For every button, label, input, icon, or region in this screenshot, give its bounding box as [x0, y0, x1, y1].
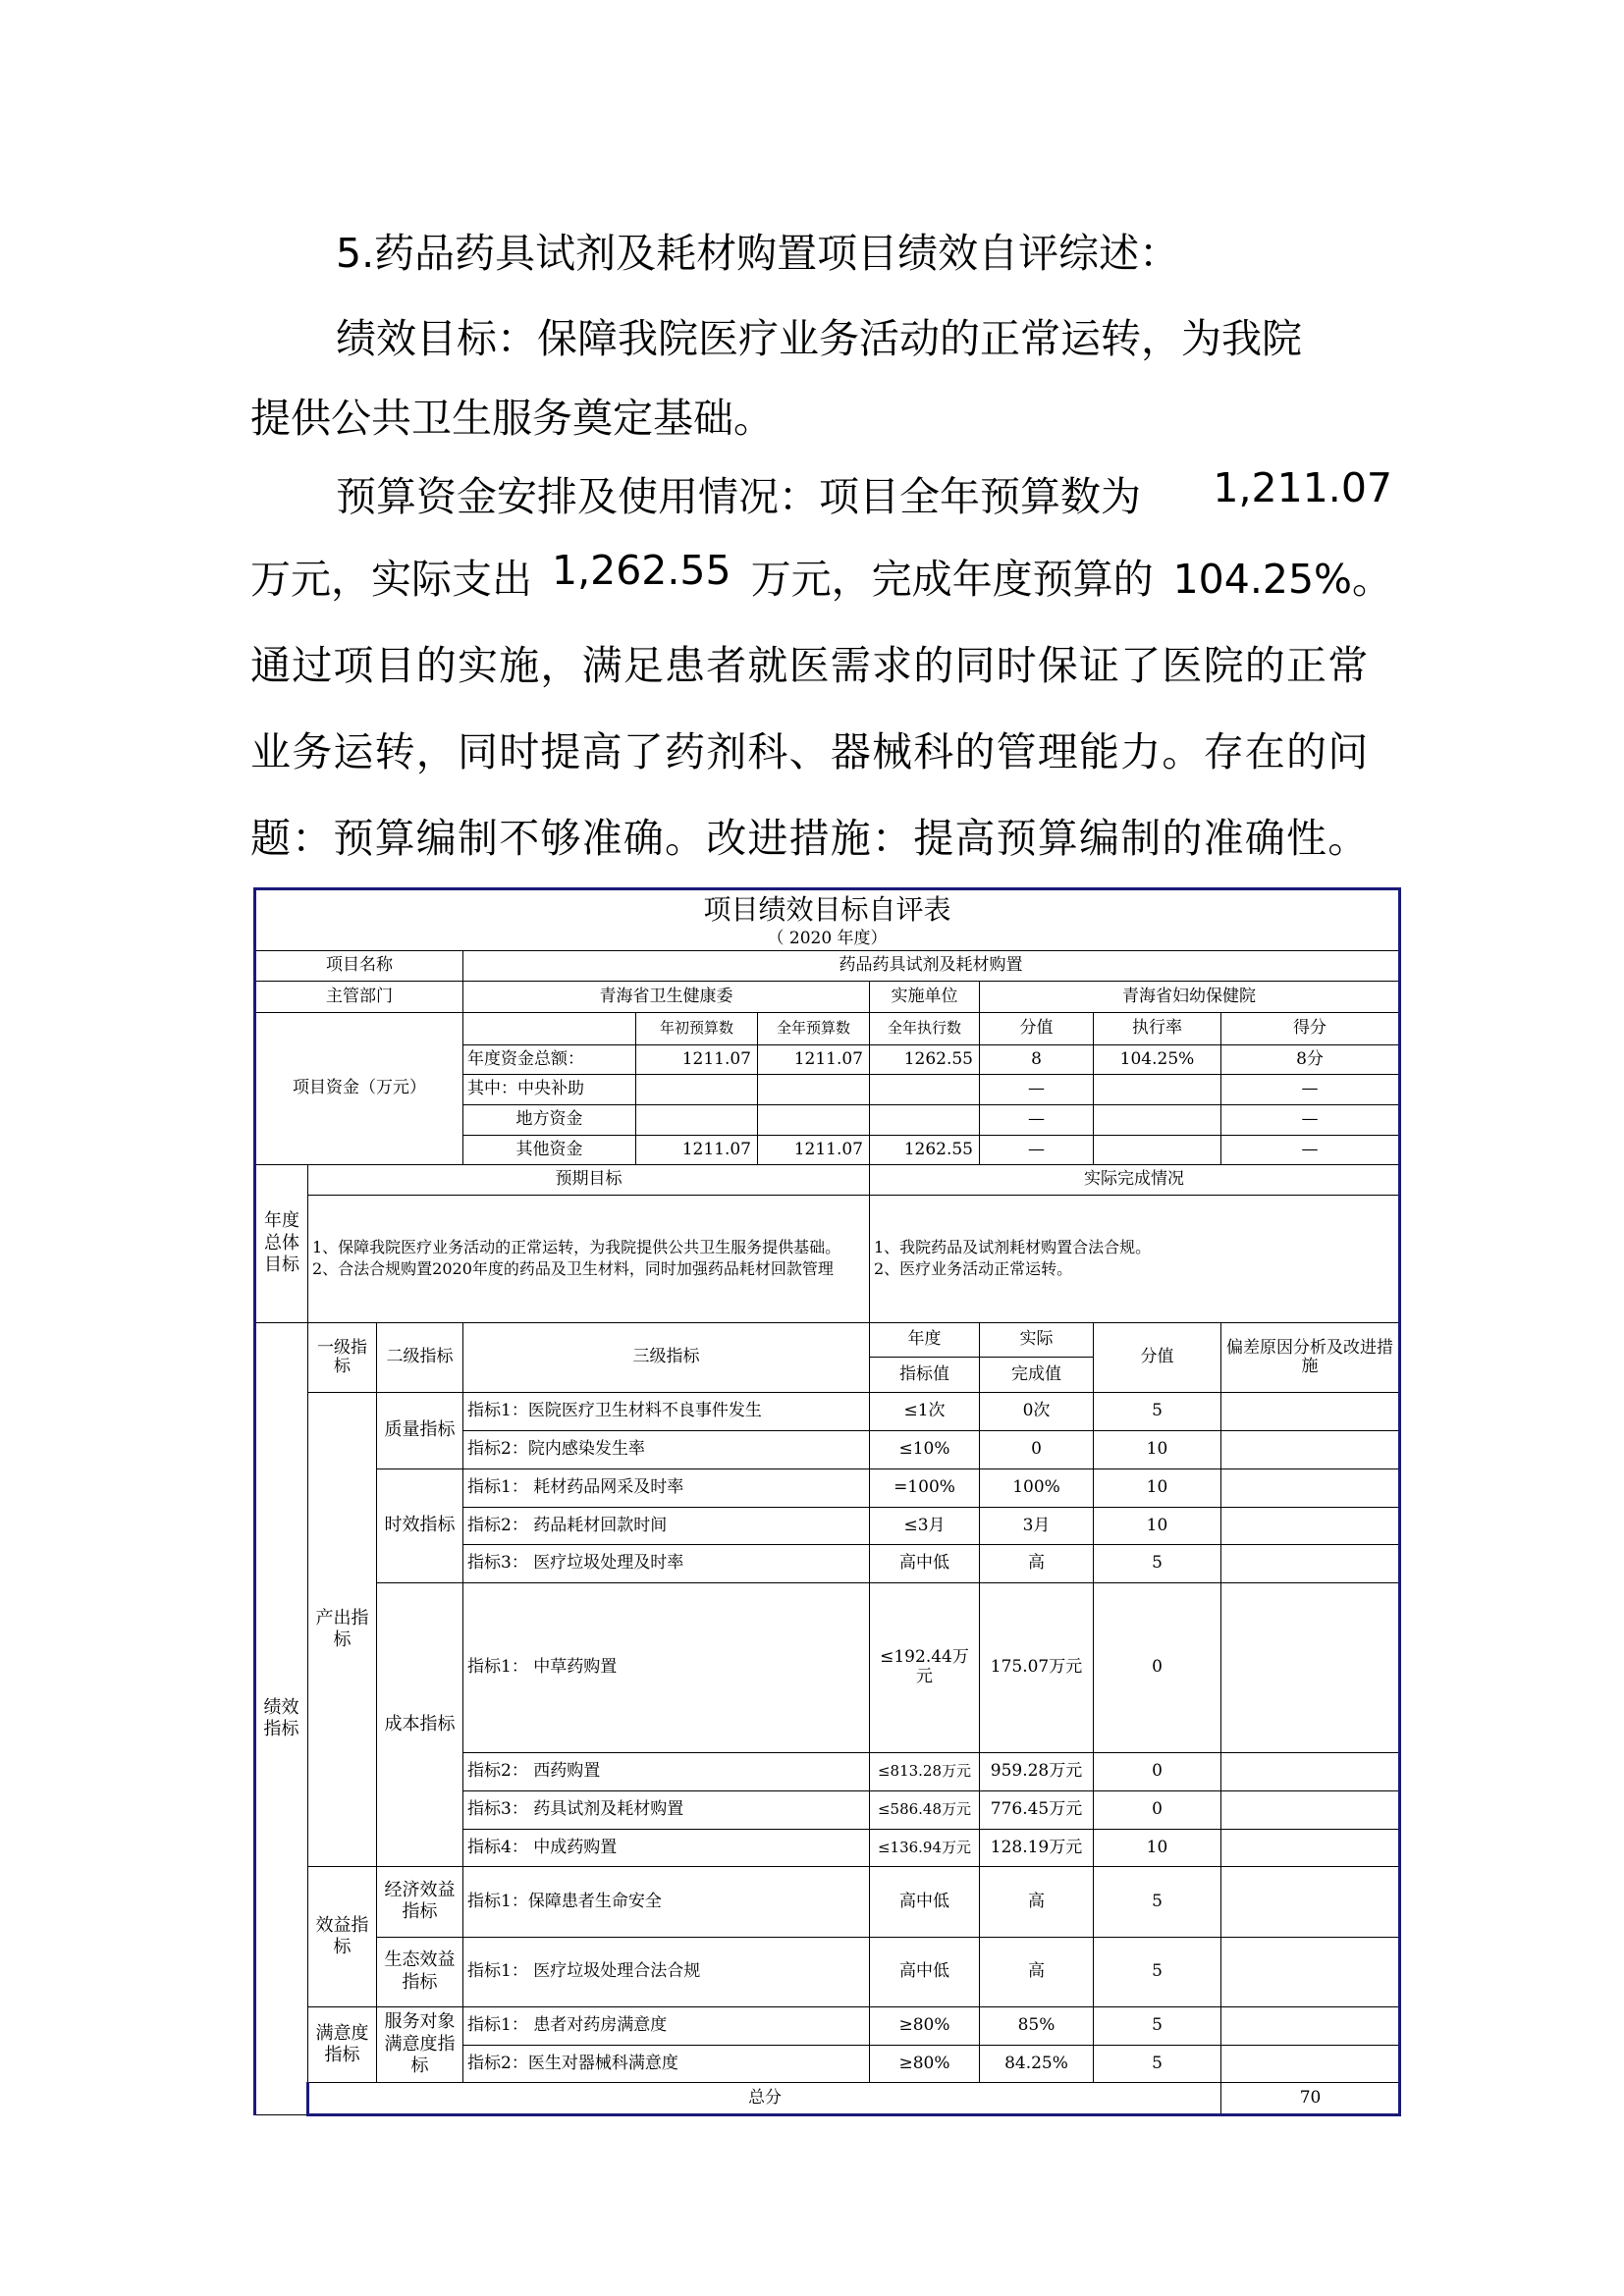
- deviation-header: 偏差原因分析及改进措施: [1221, 1323, 1400, 1393]
- completion-rate: 104.25%。: [1172, 556, 1392, 603]
- indicator-target: ≤192.44万元: [870, 1582, 980, 1752]
- indicator-target: ≤813.28万元: [870, 1753, 980, 1791]
- budget-line-2: [250, 547, 1392, 605]
- indicator-actual: 128.19万元: [980, 1829, 1094, 1867]
- benefit-indicator-label: 效益指标: [308, 1867, 377, 2007]
- indicator-actual: 0: [980, 1431, 1094, 1469]
- indicator-actual: 776.45万元: [980, 1790, 1094, 1829]
- indicator-actual: 84.25%: [980, 2045, 1094, 2083]
- funds-header-score: 得分: [1221, 1013, 1400, 1045]
- dept-value: 青海省卫生健康委: [463, 981, 870, 1013]
- indicator-deviation: [1221, 1867, 1400, 1937]
- indicator-deviation: [1221, 1582, 1400, 1752]
- timeliness-indicator-label: 时效指标: [377, 1468, 463, 1582]
- overall-goal-label: 年度总体目标: [255, 1165, 308, 1323]
- fund-executed: [870, 1075, 980, 1105]
- table-title: 项目绩效目标自评表: [255, 889, 1400, 930]
- body-line-4: 业务运转，同时提高了药剂科、器械科的管理能力。存在的问: [250, 728, 1370, 775]
- indicator-deviation: [1221, 1393, 1400, 1431]
- goal-line-2: 提供公共卫生服务奠定基础。: [250, 395, 774, 442]
- level2-header: 二级指标: [377, 1323, 463, 1393]
- indicator-deviation: [1221, 1507, 1400, 1545]
- performance-table: [253, 887, 1401, 2116]
- expected-goal-header: 预期目标: [308, 1165, 870, 1196]
- total-label: 总分: [308, 2083, 1221, 2115]
- body-line-5: 题：预算编制不够准确。改进措施：提高预算编制的准确性。: [250, 815, 1370, 862]
- indicator-target: ≤136.94万元: [870, 1829, 980, 1867]
- target-header-bottom: 指标值: [870, 1357, 980, 1393]
- indicator-deviation: [1221, 1431, 1400, 1469]
- ecological-benefit-label: 生态效益指标: [377, 1937, 463, 2006]
- fund-score-value: —: [980, 1105, 1094, 1136]
- quality-indicator-label: 质量指标: [377, 1393, 463, 1468]
- indicator-name: 指标2：医生对器械科满意度: [463, 2045, 870, 2083]
- funds-header-initial: 年初预算数: [636, 1013, 758, 1045]
- indicator-actual: 0次: [980, 1393, 1094, 1431]
- fund-annual: 1211.07: [758, 1044, 870, 1075]
- fund-row-label: 地方资金: [463, 1105, 636, 1136]
- indicator-score: 10: [1094, 1507, 1221, 1545]
- expected-goal-item: 2、合法合规购置2020年度的药品及卫生材料，同时加强药品耗材回款管理: [312, 1259, 834, 1279]
- goal-line-1: 绩效目标：保障我院医疗业务活动的正常运转，为我院: [336, 315, 1302, 362]
- expected-goal-item: 1、保障我院医疗业务活动的正常运转，为我院提供公共卫生服务提供基础。: [312, 1238, 841, 1257]
- fund-score: —: [1221, 1135, 1400, 1165]
- indicator-deviation: [1221, 1753, 1400, 1791]
- cost-indicator-label: 成本指标: [377, 1582, 463, 1866]
- indicator-target: ≤586.48万元: [870, 1790, 980, 1829]
- indicator-name: 指标2： 药品耗材回款时间: [463, 1507, 870, 1545]
- fund-initial: [636, 1075, 758, 1105]
- indicator-target: ≤3月: [870, 1507, 980, 1545]
- indicator-name: 指标1： 耗材药品网采及时率: [463, 1468, 870, 1507]
- service-satisfaction-label: 服务对象满意度指标: [377, 2006, 463, 2082]
- indicator-actual: 高: [980, 1867, 1094, 1937]
- indicator-name: 指标1：医院医疗卫生材料不良事件发生: [463, 1393, 870, 1431]
- indicator-score: 5: [1094, 1545, 1221, 1583]
- funds-header-rate: 执行率: [1094, 1013, 1221, 1045]
- indicator-score: 5: [1094, 1937, 1221, 2006]
- indicator-target: 高中低: [870, 1545, 980, 1583]
- indicator-name: 指标3： 医疗垃圾处理及时率: [463, 1545, 870, 1583]
- fund-rate: 104.25%: [1094, 1044, 1221, 1075]
- indicator-score: 5: [1094, 1867, 1221, 1937]
- fund-score-value: 8: [980, 1044, 1094, 1075]
- indicator-actual: 高: [980, 1937, 1094, 2006]
- actual-goal-item: 1、我院药品及试剂耗材购置合法合规。: [874, 1238, 1152, 1257]
- funds-header-annual: 全年预算数: [758, 1013, 870, 1045]
- actual-header-bottom: 完成值: [980, 1357, 1094, 1393]
- indicator-deviation: [1221, 2045, 1400, 2083]
- indicator-name: 指标1： 医疗垃圾处理合法合规: [463, 1937, 870, 2006]
- indicator-name: 指标3： 药具试剂及耗材购置: [463, 1790, 870, 1829]
- budget-line-1: [336, 464, 1392, 522]
- output-indicator-label: 产出指标: [308, 1393, 377, 1867]
- fund-rate: [1094, 1105, 1221, 1136]
- fund-initial: 1211.07: [636, 1135, 758, 1165]
- section-heading: 5.药品药具试剂及耗材购置项目绩效自评综述：: [336, 230, 1180, 277]
- impl-label: 实施单位: [870, 981, 980, 1013]
- indicator-target: ≥80%: [870, 2006, 980, 2045]
- fund-row-label: 年度资金总额：: [463, 1044, 636, 1075]
- total-score: 70: [1221, 2083, 1400, 2115]
- indicator-actual: 959.28万元: [980, 1753, 1094, 1791]
- fund-executed: 1262.55: [870, 1044, 980, 1075]
- table-year: （ 2020 年度）: [255, 929, 1400, 950]
- indicator-name: 指标1： 患者对药房满意度: [463, 2006, 870, 2045]
- indicator-actual: 3月: [980, 1507, 1094, 1545]
- body-line-3: 通过项目的实施，满足患者就医需求的同时保证了医院的正常: [250, 642, 1370, 689]
- indicator-target: 高中低: [870, 1867, 980, 1937]
- fund-rate: [1094, 1075, 1221, 1105]
- indicator-target: ≤1次: [870, 1393, 980, 1431]
- impl-value: 青海省妇幼保健院: [980, 981, 1400, 1013]
- indicator-score: 5: [1094, 2006, 1221, 2045]
- level1-header: 一级指标: [308, 1323, 377, 1393]
- actual-header-top: 实际: [980, 1323, 1094, 1358]
- target-header-top: 年度: [870, 1323, 980, 1358]
- budget-text-2a: 万元，实际支出: [250, 556, 532, 603]
- funds-header-blank: [463, 1013, 636, 1045]
- actual-goal-item: 2、医疗业务活动正常运转。: [874, 1259, 1073, 1279]
- actual-spend: 1,262.55: [552, 547, 731, 594]
- fund-row-label: 其他资金: [463, 1135, 636, 1165]
- indicator-score: 0: [1094, 1753, 1221, 1791]
- indicator-actual: 100%: [980, 1468, 1094, 1507]
- indicator-target: =100%: [870, 1468, 980, 1507]
- indicator-actual: 175.07万元: [980, 1582, 1094, 1752]
- fund-executed: 1262.55: [870, 1135, 980, 1165]
- fund-score: —: [1221, 1105, 1400, 1136]
- economic-benefit-label: 经济效益指标: [377, 1867, 463, 1937]
- fund-score-value: —: [980, 1075, 1094, 1105]
- actual-goal-header: 实际完成情况: [870, 1165, 1400, 1196]
- fund-row-label: 其中：中央补助: [463, 1075, 636, 1105]
- fund-initial: [636, 1105, 758, 1136]
- indicator-deviation: [1221, 1829, 1400, 1867]
- indicator-target: ≥80%: [870, 2045, 980, 2083]
- actual-goals: [870, 1195, 1400, 1322]
- indicator-name: 指标2：院内感染发生率: [463, 1431, 870, 1469]
- budget-amount: 1,211.07: [1213, 464, 1392, 511]
- indicator-score: 5: [1094, 1393, 1221, 1431]
- funds-header-executed: 全年执行数: [870, 1013, 980, 1045]
- fund-annual: [758, 1075, 870, 1105]
- indicator-actual: 85%: [980, 2006, 1094, 2045]
- indicators-label: 绩效指标: [255, 1323, 308, 2115]
- dept-label: 主管部门: [255, 981, 463, 1013]
- indicator-deviation: [1221, 1790, 1400, 1829]
- indicator-name: 指标2： 西药购置: [463, 1753, 870, 1791]
- indicator-actual: 高: [980, 1545, 1094, 1583]
- indicator-target: ≤10%: [870, 1431, 980, 1469]
- indicator-name: 指标1：保障患者生命安全: [463, 1867, 870, 1937]
- indicator-name: 指标1： 中草药购置: [463, 1582, 870, 1752]
- fund-executed: [870, 1105, 980, 1136]
- level3-header: 三级指标: [463, 1323, 870, 1393]
- project-name-label: 项目名称: [255, 951, 463, 982]
- budget-text-1: 预算资金安排及使用情况：项目全年预算数为: [336, 473, 1141, 520]
- fund-score: 8分: [1221, 1044, 1400, 1075]
- score-header: 分值: [1094, 1323, 1221, 1393]
- indicator-name: 指标4： 中成药购置: [463, 1829, 870, 1867]
- budget-text-2c: 万元，完成年度预算的: [750, 556, 1154, 603]
- fund-rate: [1094, 1135, 1221, 1165]
- fund-initial: 1211.07: [636, 1044, 758, 1075]
- fund-score-value: —: [980, 1135, 1094, 1165]
- satisfaction-indicator-label: 满意度指标: [308, 2006, 377, 2082]
- indicator-score: 0: [1094, 1582, 1221, 1752]
- fund-annual: [758, 1105, 870, 1136]
- indicator-score: 5: [1094, 2045, 1221, 2083]
- indicator-score: 0: [1094, 1790, 1221, 1829]
- indicator-deviation: [1221, 1468, 1400, 1507]
- project-name-value: 药品药具试剂及耗材购置: [463, 951, 1400, 982]
- indicator-deviation: [1221, 1545, 1400, 1583]
- funds-label: 项目资金（万元）: [255, 1013, 463, 1165]
- indicator-deviation: [1221, 2006, 1400, 2045]
- indicator-score: 10: [1094, 1468, 1221, 1507]
- indicator-target: 高中低: [870, 1937, 980, 2006]
- indicator-score: 10: [1094, 1431, 1221, 1469]
- funds-header-score-value: 分值: [980, 1013, 1094, 1045]
- indicator-deviation: [1221, 1937, 1400, 2006]
- indicator-score: 10: [1094, 1829, 1221, 1867]
- fund-score: —: [1221, 1075, 1400, 1105]
- expected-goals: [308, 1195, 870, 1322]
- fund-annual: 1211.07: [758, 1135, 870, 1165]
